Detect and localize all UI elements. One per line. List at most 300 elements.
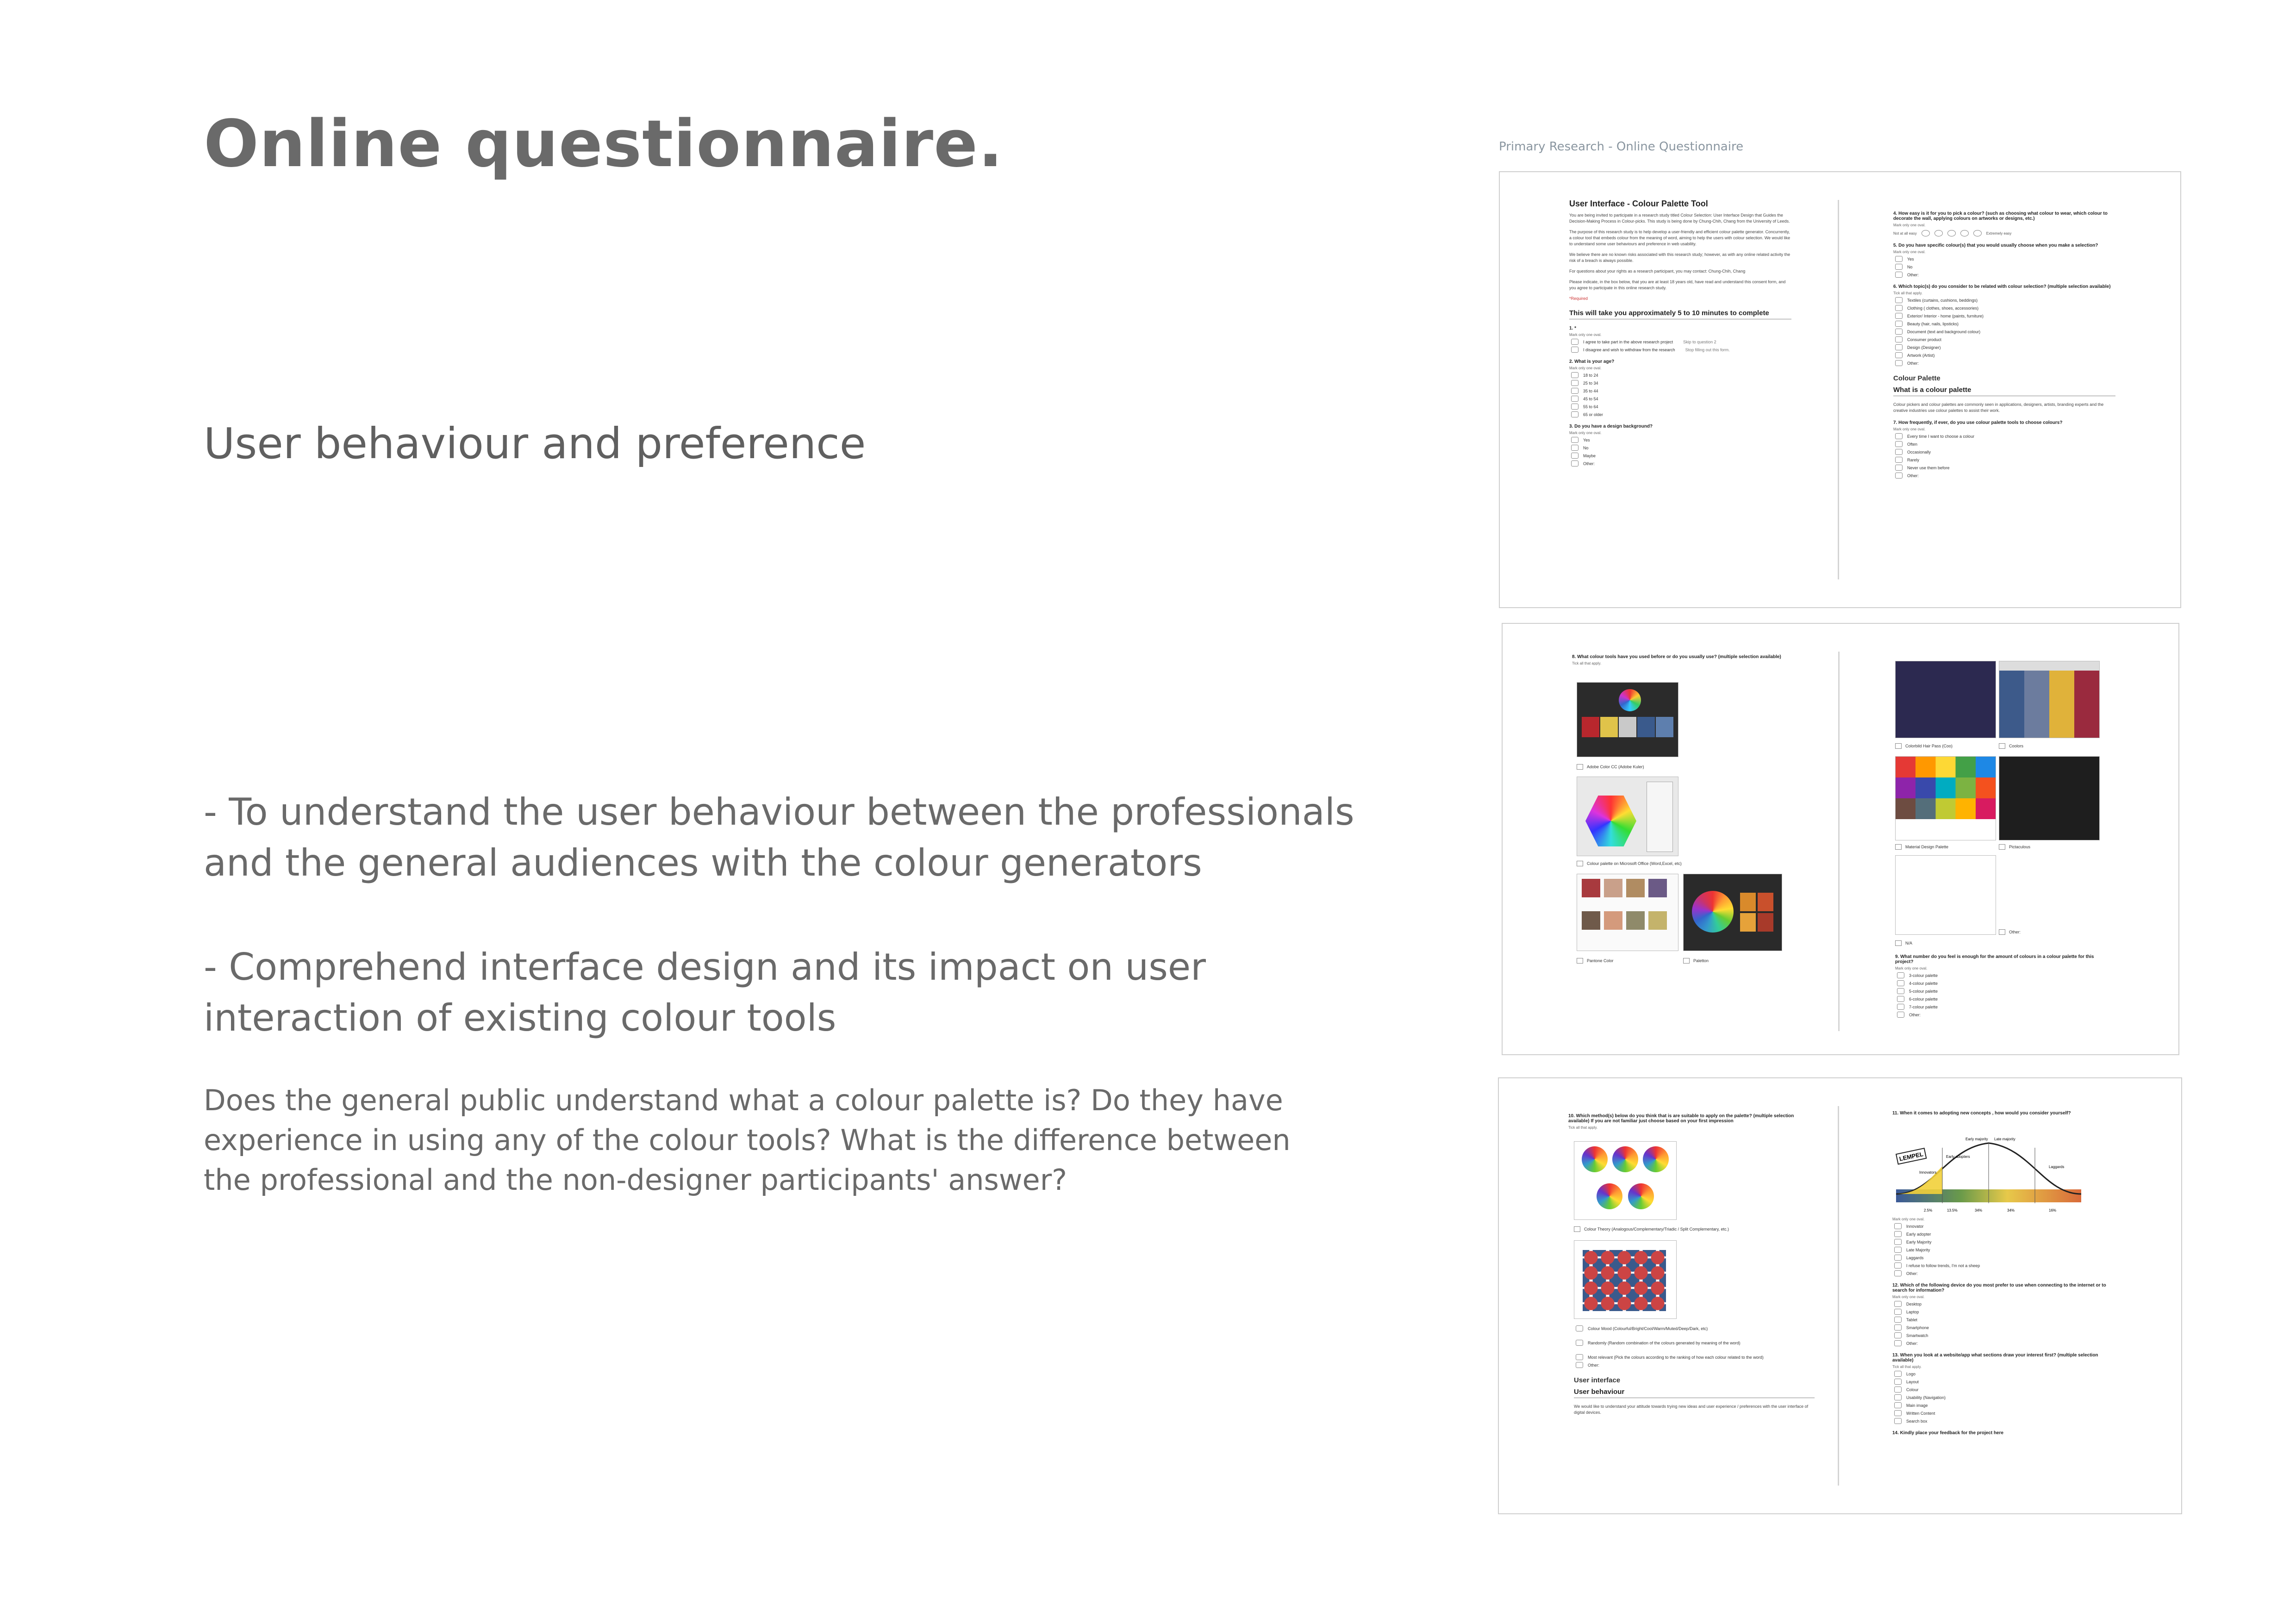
questionnaire-page-2 xyxy=(1502,623,2179,1055)
section-text: Colour pickers and colour palettes are commonly seen in applications, designers, artists, branding experts and the creative industries use colour palettes to assist their work. xyxy=(1893,402,2104,413)
curve-label: Late majority xyxy=(1994,1137,2015,1141)
checkbox-icon xyxy=(1895,743,1902,749)
question-hint: Mark only one oval. xyxy=(1892,1217,1925,1221)
question-label: 7. How frequently, if ever, do you use colour palette tools to choose colours? xyxy=(1893,420,2063,425)
section-title: Colour Palette xyxy=(1893,374,1940,382)
answer-option[interactable] xyxy=(1897,988,2113,994)
answer-option[interactable] xyxy=(1894,1309,2115,1315)
radio-icon xyxy=(1894,1270,1902,1276)
option-label: Other: xyxy=(1588,1362,1600,1368)
method-option[interactable] xyxy=(1576,1325,1815,1331)
radio-icon xyxy=(1894,1301,1902,1307)
radio-icon xyxy=(1895,264,1903,270)
color-wheel-icon xyxy=(1643,1146,1669,1172)
question-hint: Tick all that apply. xyxy=(1892,1365,1922,1369)
questionnaire-page-1 xyxy=(1499,171,2181,608)
checkbox-icon xyxy=(1577,764,1583,770)
swatch xyxy=(1582,717,1599,737)
radio-icon xyxy=(1571,380,1578,386)
curve-percent: 16% xyxy=(2049,1208,2057,1213)
column-divider xyxy=(1838,200,1839,579)
swatch xyxy=(1999,671,2024,738)
answer-option[interactable] xyxy=(1897,1004,2113,1010)
option-label: Early Majority xyxy=(1906,1239,1932,1244)
answer-option[interactable] xyxy=(1895,305,2115,311)
option-label: Search box xyxy=(1906,1418,1928,1424)
radio-icon xyxy=(1894,1402,1902,1408)
checkbox-icon xyxy=(1576,1362,1583,1368)
answer-option[interactable] xyxy=(1894,1418,2115,1424)
radio-icon xyxy=(1895,305,1903,311)
answer-option[interactable] xyxy=(1894,1255,2115,1261)
radio-icon xyxy=(1897,972,1904,978)
swatch xyxy=(1656,717,1673,737)
answer-option[interactable] xyxy=(1895,297,2115,303)
tool-label: Other: xyxy=(2009,930,2021,934)
radio-icon xyxy=(1571,339,1578,345)
page-title: Online questionnaire. xyxy=(204,106,1004,182)
swatch xyxy=(1758,913,1773,932)
option-label: 65 or older xyxy=(1583,412,1603,417)
radio-icon xyxy=(1895,360,1903,366)
option-label: Colour Mood (Colourful/Bright/Cool/Warm/Muted/Deep/Dark, etc) xyxy=(1588,1326,1708,1331)
answer-option[interactable] xyxy=(1571,372,1791,378)
swatch xyxy=(1604,911,1622,930)
answer-option[interactable] xyxy=(1895,360,2115,366)
answer-option[interactable] xyxy=(1897,980,2113,986)
scale-option[interactable] xyxy=(1973,230,1982,236)
answer-option[interactable] xyxy=(1895,321,2115,327)
option-label: Other: xyxy=(1906,1341,1918,1346)
option-label: Usability (Navigation) xyxy=(1906,1395,1946,1400)
option-label: Colour Theory (Analogous/Complementary/Triadic / Split Complementary, etc.) xyxy=(1584,1227,1729,1231)
intro-paragraph: You are being invited to participate in a research study titled Colour Selection: User Interface Design that Guides the Decision-Making Process in Colour-picks. This study is being done by Chung-Chih, Chang from the University of Leeds. xyxy=(1569,213,1790,224)
answer-option[interactable] xyxy=(1894,1371,2115,1377)
tool-option[interactable] xyxy=(1999,929,2021,935)
radio-icon xyxy=(1571,411,1578,417)
question-label: 2. What is your age? xyxy=(1569,359,1615,364)
radio-icon xyxy=(1894,1247,1902,1253)
option-label: 55 to 64 xyxy=(1583,404,1598,409)
option-label: 4-colour palette xyxy=(1909,981,1938,986)
curve-percent: 34% xyxy=(2007,1208,2015,1213)
radio-icon xyxy=(1894,1231,1902,1237)
question-label: 4. How easy is it for you to pick a colour? (such as choosing what colour to wear, which colour to decorate the wall, applying colours on artworks or designs, etc.) xyxy=(1893,211,2108,221)
section-text: We would like to understand your attitude towards trying new ideas and user experience / preferences with the user interface of digital devices. xyxy=(1574,1404,1809,1415)
option-label: 3-colour palette xyxy=(1909,973,1938,978)
answer-option[interactable] xyxy=(1897,996,2113,1002)
question-hint: Mark only one oval. xyxy=(1893,427,1926,431)
option-label: Clothing ( clothes, shoes, accessories) xyxy=(1907,305,1979,311)
colorbild-screenshot xyxy=(1895,661,1996,738)
question-hint: Mark only one oval. xyxy=(1569,366,1602,370)
swatch xyxy=(1619,717,1636,737)
tool-label: Adobe Color CC (Adobe Kuler) xyxy=(1587,765,1644,769)
consent-option[interactable] xyxy=(1571,347,1791,353)
question-label: 5. Do you have specific colour(s) that you would usually choose when you make a selection? xyxy=(1893,243,2098,248)
consent-option[interactable] xyxy=(1571,339,1791,345)
option-label: Tablet xyxy=(1906,1317,1918,1322)
intro-paragraph: For questions about your rights as a research participant, you may contact: Chung-Chih, Chang xyxy=(1569,269,1746,274)
option-label: Smartphone xyxy=(1906,1325,1929,1330)
section-heading: What is a colour palette xyxy=(1893,386,2115,396)
answer-option[interactable] xyxy=(1894,1402,2115,1408)
radio-icon xyxy=(1895,457,1903,463)
option-label: Most relevant (Pick the colours according to the ranking of how each colour related to the word) xyxy=(1588,1355,1764,1360)
intro-paragraph: We believe there are no known risks associated with this research study; however, as with any online related activity the risk of a breach is always possible. xyxy=(1569,252,1791,263)
skip-note: Skip to question 2 xyxy=(1683,339,1716,344)
answer-option[interactable] xyxy=(1571,411,1791,417)
curve-label: Innovators xyxy=(1919,1170,1937,1175)
scale-high-label: Extremely easy xyxy=(1986,231,2012,236)
option-label: Design (Designer) xyxy=(1907,345,1941,350)
answer-option[interactable] xyxy=(1895,313,2115,319)
section-label: Primary Research - Online Questionnaire xyxy=(1499,140,1744,154)
option-label: Smartwatch xyxy=(1906,1333,1928,1338)
answer-option[interactable] xyxy=(1897,1012,2113,1018)
option-label: Other: xyxy=(1907,272,1919,277)
radio-icon xyxy=(1894,1309,1902,1315)
answer-option[interactable] xyxy=(1894,1301,2115,1307)
radio-icon xyxy=(1894,1418,1902,1424)
option-list xyxy=(1893,297,2115,366)
radio-icon xyxy=(1895,433,1903,439)
answer-option[interactable] xyxy=(1571,396,1791,402)
option-label: I agree to take part in the above research project xyxy=(1583,339,1673,344)
blank-thumbnail xyxy=(1895,855,1996,935)
curve-percent: 2.5% xyxy=(1924,1208,1933,1213)
answer-option[interactable] xyxy=(1895,352,2115,358)
page-3-right-questions xyxy=(1892,1217,2115,1437)
page-3-left-options xyxy=(1574,1324,1815,1420)
swatch xyxy=(1626,911,1645,930)
answer-option[interactable] xyxy=(1894,1223,2115,1229)
option-label: Maybe xyxy=(1583,453,1596,458)
option-label: Other: xyxy=(1907,473,1919,478)
option-label: Every time I want to choose a colour xyxy=(1907,434,1975,439)
option-label: No xyxy=(1583,445,1589,450)
radio-icon xyxy=(1895,473,1903,479)
checkbox-icon xyxy=(1895,844,1902,850)
answer-option[interactable] xyxy=(1571,404,1791,410)
answer-option[interactable] xyxy=(1894,1332,2115,1338)
radio-icon xyxy=(1571,388,1578,394)
answer-option[interactable] xyxy=(1895,449,2115,455)
radio-icon xyxy=(1897,988,1904,994)
tool-label: Paletton xyxy=(1693,958,1709,963)
answer-option[interactable] xyxy=(1571,453,1791,459)
question-label: 1. * xyxy=(1569,326,1577,331)
answer-option[interactable] xyxy=(1571,388,1791,394)
question-hint: Mark only one oval. xyxy=(1892,1295,1925,1299)
question-hint: Mark only one oval. xyxy=(1893,223,1926,227)
swatch xyxy=(1648,879,1667,897)
answer-option[interactable] xyxy=(1897,972,2113,978)
option-list xyxy=(1892,1371,2115,1424)
paletton-screenshot xyxy=(1683,874,1782,951)
option-list xyxy=(1892,1301,2115,1346)
radio-icon xyxy=(1897,980,1904,986)
stamp xyxy=(1896,1148,1926,1164)
swatch xyxy=(2024,671,2049,738)
answer-option[interactable] xyxy=(1894,1340,2115,1346)
answer-option[interactable] xyxy=(1894,1410,2115,1416)
answer-option[interactable] xyxy=(1571,437,1791,443)
method-option[interactable] xyxy=(1576,1340,1815,1346)
page-3-right-header xyxy=(1892,1111,2115,1118)
tool-label: Pictaculous xyxy=(2009,845,2031,849)
question-hint: Mark only one oval. xyxy=(1569,333,1602,337)
method-option[interactable] xyxy=(1574,1226,1729,1232)
swatch-row xyxy=(1896,757,1996,777)
option-label: Early adopter xyxy=(1906,1231,1931,1237)
swatch xyxy=(1600,717,1618,737)
answer-option[interactable] xyxy=(1894,1379,2115,1385)
question-label: 3. Do you have a design background? xyxy=(1569,424,1653,429)
color-wheel-icon xyxy=(1628,1183,1654,1209)
adobe-color-screenshot xyxy=(1577,682,1678,757)
answer-option[interactable] xyxy=(1895,465,2115,471)
rating-scale xyxy=(1893,230,2115,236)
answer-option[interactable] xyxy=(1895,256,2115,262)
tool-option[interactable] xyxy=(1895,940,1912,946)
column-divider xyxy=(1838,652,1840,1031)
option-label: Beauty (hair, nails, lipsticks) xyxy=(1907,321,1959,326)
option-label: Written Content xyxy=(1906,1411,1935,1416)
swatch-row xyxy=(1896,777,1996,798)
option-label: Consumer product xyxy=(1907,337,1942,342)
option-label: Main image xyxy=(1906,1403,1928,1408)
tool-option[interactable] xyxy=(1577,764,1644,770)
radio-icon xyxy=(1897,996,1904,1002)
colour-theory-image xyxy=(1574,1141,1677,1220)
coolors-screenshot xyxy=(1999,661,2100,738)
option-label: Colour xyxy=(1906,1387,1919,1392)
radio-icon xyxy=(1897,1012,1904,1018)
radio-icon xyxy=(1895,272,1903,278)
question-hint: Tick all that apply. xyxy=(1893,291,1923,295)
adoption-curve-chart xyxy=(1891,1129,2086,1217)
answer-option[interactable] xyxy=(1894,1239,2115,1245)
radio-icon xyxy=(1571,396,1578,402)
tool-option[interactable] xyxy=(1577,861,1682,866)
answer-option[interactable] xyxy=(1895,344,2115,350)
option-label: Layout xyxy=(1906,1379,1919,1384)
radio-icon xyxy=(1571,453,1578,459)
skip-note: Stop filling out this form. xyxy=(1685,347,1730,352)
radio-icon xyxy=(1895,344,1903,350)
option-label: Document (text and background colour) xyxy=(1907,329,1981,334)
swatch xyxy=(1637,717,1655,737)
tool-option[interactable] xyxy=(1999,743,2023,749)
section-title: User interface xyxy=(1574,1376,1621,1384)
questionnaire-page-3 xyxy=(1498,1077,2182,1514)
form-heading: User Interface - Colour Palette Tool xyxy=(1569,199,1708,208)
option-list xyxy=(1893,433,2115,479)
checkbox-icon xyxy=(1576,1354,1583,1360)
answer-option[interactable] xyxy=(1571,445,1791,451)
method-option[interactable] xyxy=(1576,1362,1815,1368)
curve-label: Early adopters xyxy=(1946,1155,1970,1159)
option-list xyxy=(1569,437,1791,466)
answer-option[interactable] xyxy=(1894,1394,2115,1400)
pantone-screenshot xyxy=(1577,874,1678,951)
swatch xyxy=(1604,879,1622,897)
option-label: Yes xyxy=(1907,256,1914,261)
curve-label: Early majority xyxy=(1965,1137,1988,1141)
option-label: No xyxy=(1907,264,1913,269)
answer-option[interactable] xyxy=(1894,1231,2115,1237)
radio-icon xyxy=(1894,1371,1902,1377)
question-hint: Tick all that apply. xyxy=(1572,661,1602,665)
answer-option[interactable] xyxy=(1895,433,2115,439)
curve-percent: 13.5% xyxy=(1947,1208,1958,1213)
radio-icon xyxy=(1895,336,1903,342)
checkbox-icon xyxy=(1574,1226,1580,1232)
ms-office-colour-screenshot xyxy=(1577,777,1678,856)
scale-option[interactable] xyxy=(1934,230,1943,236)
radio-icon xyxy=(1571,404,1578,410)
swatch xyxy=(1740,893,1756,911)
question-label: 10. Which method(s) below do you think that is are suitable to apply on the palette? (multiple selection available) If you are not familiar just choose based on your first impression xyxy=(1568,1113,1794,1124)
question-label: 9. What number do you feel is enough for the amount of colours in a colour palette for this project? xyxy=(1895,954,2094,964)
question-label: 12. Which of the following device do you most prefer to use when connecting to the internet or to search for information? xyxy=(1892,1283,2106,1293)
tool-label: Colour palette on Microsoft Office (Word,Excel, etc) xyxy=(1587,861,1682,866)
answer-option[interactable] xyxy=(1894,1262,2115,1269)
research-goal-1: - To understand the user behaviour between the professionals and the general audiences with the colour generators xyxy=(204,790,1354,884)
option-label: 6-colour palette xyxy=(1909,996,1938,1001)
checkbox-icon xyxy=(1576,1340,1583,1346)
answer-option[interactable] xyxy=(1894,1325,2115,1331)
option-label: Laptop xyxy=(1906,1309,1919,1314)
radio-icon xyxy=(1897,1004,1904,1010)
answer-option[interactable] xyxy=(1895,473,2115,479)
answer-option[interactable] xyxy=(1894,1317,2115,1323)
option-label: Textiles (curtains, cushions, beddings) xyxy=(1907,298,1978,303)
answer-option[interactable] xyxy=(1895,336,2115,342)
option-label: 25 to 34 xyxy=(1583,380,1598,386)
option-label: Exterior/ Interior - home (paints, furniture) xyxy=(1907,313,1984,318)
radio-icon xyxy=(1894,1332,1902,1338)
checkbox-icon xyxy=(1576,1325,1583,1331)
question-hint: Mark only one oval. xyxy=(1895,966,1928,970)
tool-option[interactable] xyxy=(1895,844,1948,850)
option-label: 18 to 24 xyxy=(1583,373,1598,378)
radio-icon xyxy=(1895,329,1903,335)
option-label: Late Majority xyxy=(1906,1247,1930,1252)
tool-option[interactable] xyxy=(1683,958,1709,964)
radio-icon xyxy=(1571,437,1578,443)
hexagon-color-picker-icon xyxy=(1585,796,1636,846)
color-wheel-icon xyxy=(1582,1146,1608,1172)
swatch xyxy=(1758,893,1773,911)
answer-option[interactable] xyxy=(1894,1387,2115,1393)
radio-icon xyxy=(1894,1410,1902,1416)
question-label: 14. Kindly place your feedback for the project here xyxy=(1892,1430,2004,1436)
swatch xyxy=(2074,671,2099,738)
swatch-row xyxy=(1896,798,1996,819)
question-hint: Mark only one oval. xyxy=(1893,250,1926,254)
answer-option[interactable] xyxy=(1895,272,2115,278)
question-hint: Tick all that apply. xyxy=(1568,1126,1598,1130)
option-label: Often xyxy=(1907,442,1918,447)
answer-option[interactable] xyxy=(1895,441,2115,447)
scale-option[interactable] xyxy=(1947,230,1956,236)
radio-icon xyxy=(1895,465,1903,471)
radio-icon xyxy=(1895,321,1903,327)
research-goal-2: - Comprehend interface design and its impact on user interaction of existing colour tools xyxy=(204,945,1206,1039)
option-label: Yes xyxy=(1583,437,1590,442)
research-questions: Does the general public understand what a colour palette is? Do they have experience in using any of the colour tools? What is the difference between the professional and the non-designer participants' answer? xyxy=(204,1083,1291,1197)
page-subtitle: User behaviour and preference xyxy=(204,419,866,468)
swatch xyxy=(1582,911,1600,930)
color-wheel-icon xyxy=(1597,1183,1622,1209)
radio-icon xyxy=(1894,1387,1902,1393)
option-label: Other: xyxy=(1907,361,1919,366)
option-label: Artwork (Artist) xyxy=(1907,353,1935,358)
tool-label: Colorbild Hair Pass (Coo) xyxy=(1905,744,1953,748)
answer-option[interactable] xyxy=(1894,1270,2115,1276)
method-option[interactable] xyxy=(1576,1354,1815,1360)
time-note: This will take you approximately 5 to 10 minutes to complete xyxy=(1569,309,1791,319)
option-label: I refuse to follow trends, I'm not a sheep xyxy=(1906,1263,1980,1268)
answer-option[interactable] xyxy=(1895,457,2115,463)
checkbox-icon xyxy=(1999,929,2005,935)
answer-option[interactable] xyxy=(1571,380,1791,386)
swatch xyxy=(1740,913,1756,932)
answer-option[interactable] xyxy=(1895,264,2115,270)
radio-icon xyxy=(1895,441,1903,447)
answer-option[interactable] xyxy=(1895,329,2115,335)
radio-icon xyxy=(1894,1262,1902,1269)
tool-option[interactable] xyxy=(1999,844,2030,850)
pictaculous-screenshot xyxy=(1999,756,2100,840)
option-label: Laggards xyxy=(1906,1255,1924,1260)
option-label: 7-colour palette xyxy=(1909,1004,1938,1009)
question-label: 6. Which topic(s) do you consider to be related with colour selection? (multiple selection available) xyxy=(1893,284,2111,289)
option-label: Desktop xyxy=(1906,1301,1922,1306)
scale-option[interactable] xyxy=(1960,230,1969,236)
answer-option[interactable] xyxy=(1894,1247,2115,1253)
swatch xyxy=(2049,671,2074,738)
checkbox-icon xyxy=(1683,958,1690,964)
checkbox-icon xyxy=(1577,958,1583,964)
question-label: 8. What colour tools have you used before or do you usually use? (multiple selection available) xyxy=(1572,654,1781,659)
option-label: Other: xyxy=(1906,1271,1918,1276)
option-label: Never use them before xyxy=(1907,465,1950,470)
option-label: Randomly (Random combination of the colours generated by meaning of the word) xyxy=(1588,1340,1741,1345)
answer-option[interactable] xyxy=(1571,460,1791,466)
radio-icon xyxy=(1894,1317,1902,1323)
tool-label: Coolors xyxy=(2009,744,2024,748)
checkbox-icon xyxy=(1895,940,1902,946)
tool-label: N/A xyxy=(1905,941,1913,945)
swatch xyxy=(1582,879,1600,897)
radio-icon xyxy=(1571,445,1578,451)
tool-option[interactable] xyxy=(1577,958,1614,964)
tool-option[interactable] xyxy=(1895,743,1953,749)
intro-paragraph: The purpose of this research study is to help develop a user-friendly and efficient colour palette generator. Concurrently, a colour tool that embeds colour from the meaning of word, aiming to help the users with colour selection. We would like to understand some user behaviours and preference in web usability. xyxy=(1569,230,1791,246)
radio-icon xyxy=(1894,1379,1902,1385)
question-label: 11. When it comes to adopting new concepts , how would you consider yourself? xyxy=(1892,1111,2071,1116)
option-list xyxy=(1895,972,2113,1018)
radio-icon xyxy=(1895,449,1903,455)
option-label: 35 to 44 xyxy=(1583,388,1598,393)
checkbox-icon xyxy=(1577,861,1583,866)
scale-option[interactable] xyxy=(1922,230,1930,236)
page-1-right-column xyxy=(1893,205,2115,480)
option-label: Innovator xyxy=(1906,1224,1924,1229)
